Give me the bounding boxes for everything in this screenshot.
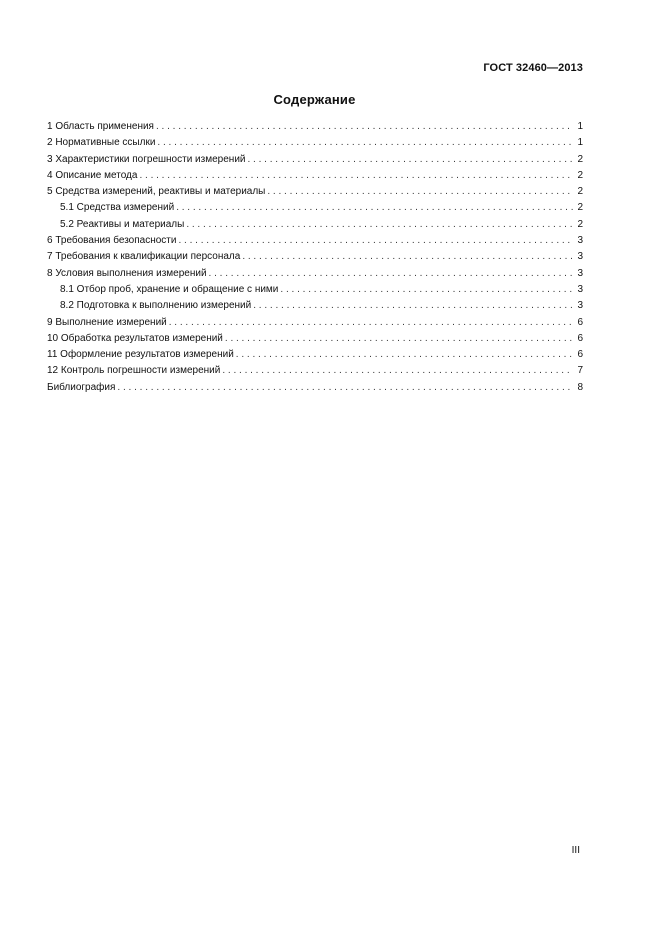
toc-title: Содержание xyxy=(273,92,356,107)
toc-entry-label: 8.2 Подготовка к выполнению измерений xyxy=(60,300,252,312)
toc-entry-label: 5.1 Средства измерений xyxy=(60,202,175,214)
toc-entry-label: 5 Средства измерений, реактивы и материалы xyxy=(47,186,266,198)
toc-entry xyxy=(47,152,583,168)
toc-entry xyxy=(47,217,583,233)
toc-entry-page: 6 xyxy=(577,332,583,344)
toc-entry-page: 6 xyxy=(577,316,583,328)
document-code: ГОСТ 32460—2013 xyxy=(483,62,583,74)
toc-entry-page: 1 xyxy=(577,137,583,149)
toc-dot-leader xyxy=(236,347,574,363)
toc-entry-page: 3 xyxy=(577,300,583,312)
toc-entry-page: 2 xyxy=(577,169,583,181)
toc-entry-label: 9 Выполнение измерений xyxy=(47,316,167,328)
toc-entry-label: 7 Требования к квалификации персонала xyxy=(47,251,241,263)
toc-entry-label: 11 Оформление результатов измерений xyxy=(47,349,234,361)
toc-dot-leader xyxy=(169,315,574,331)
toc-entry-page: 3 xyxy=(577,283,583,295)
toc-entry-label: 12 Контроль погрешности измерений xyxy=(47,365,221,377)
toc-entry-page: 2 xyxy=(577,218,583,230)
toc-dot-leader xyxy=(225,331,574,347)
toc-entry xyxy=(47,233,583,249)
toc-entry xyxy=(47,168,583,184)
table-of-contents xyxy=(47,119,583,396)
toc-dot-leader xyxy=(267,184,573,200)
toc-entry xyxy=(47,347,583,363)
toc-dot-leader xyxy=(178,233,573,249)
toc-entry-page: 2 xyxy=(577,202,583,214)
toc-entry-label: Библиография xyxy=(47,381,116,393)
toc-entry-label: 3 Характеристики погрешности измерений xyxy=(47,153,246,165)
toc-entry xyxy=(47,363,583,379)
toc-dot-leader xyxy=(248,152,574,168)
toc-entry xyxy=(47,266,583,282)
toc-entry xyxy=(47,315,583,331)
page-number: III xyxy=(571,845,580,856)
toc-dot-leader xyxy=(139,168,573,184)
toc-entry xyxy=(47,119,583,135)
toc-entry-page: 3 xyxy=(577,267,583,279)
toc-entry xyxy=(47,282,583,298)
toc-entry-page: 3 xyxy=(577,251,583,263)
toc-dot-leader xyxy=(176,200,573,216)
toc-dot-leader xyxy=(280,282,573,298)
toc-dot-leader xyxy=(156,119,573,135)
toc-entry xyxy=(47,380,583,396)
toc-dot-leader xyxy=(242,249,573,265)
toc-entry-label: 8 Условия выполнения измерений xyxy=(47,267,207,279)
toc-entry-label: 4 Описание метода xyxy=(47,169,138,181)
toc-dot-leader xyxy=(117,380,573,396)
toc-entry-page: 8 xyxy=(577,381,583,393)
toc-entry-page: 6 xyxy=(577,349,583,361)
toc-entry-label: 2 Нормативные ссылки xyxy=(47,137,156,149)
toc-entry xyxy=(47,200,583,216)
toc-entry-label: 6 Требования безопасности xyxy=(47,235,177,247)
toc-dot-leader xyxy=(253,298,573,314)
toc-entry xyxy=(47,184,583,200)
toc-entry-label: 10 Обработка результатов измерений xyxy=(47,332,223,344)
toc-entry xyxy=(47,331,583,347)
toc-entry-page: 7 xyxy=(577,365,583,377)
toc-dot-leader xyxy=(222,363,573,379)
toc-entry-page: 2 xyxy=(577,153,583,165)
toc-dot-leader xyxy=(186,217,573,233)
toc-entry xyxy=(47,249,583,265)
toc-dot-leader xyxy=(157,135,573,151)
toc-entry xyxy=(47,135,583,151)
toc-dot-leader xyxy=(209,266,574,282)
toc-entry xyxy=(47,298,583,314)
toc-entry-page: 3 xyxy=(577,235,583,247)
toc-entry-page: 2 xyxy=(577,186,583,198)
toc-entry-label: 5.2 Реактивы и материалы xyxy=(60,218,185,230)
toc-entry-label: 1 Область применения xyxy=(47,121,154,132)
toc-entry-label: 8.1 Отбор проб, хранение и обращение с ними xyxy=(60,283,279,295)
toc-entry-page: 1 xyxy=(577,121,583,132)
